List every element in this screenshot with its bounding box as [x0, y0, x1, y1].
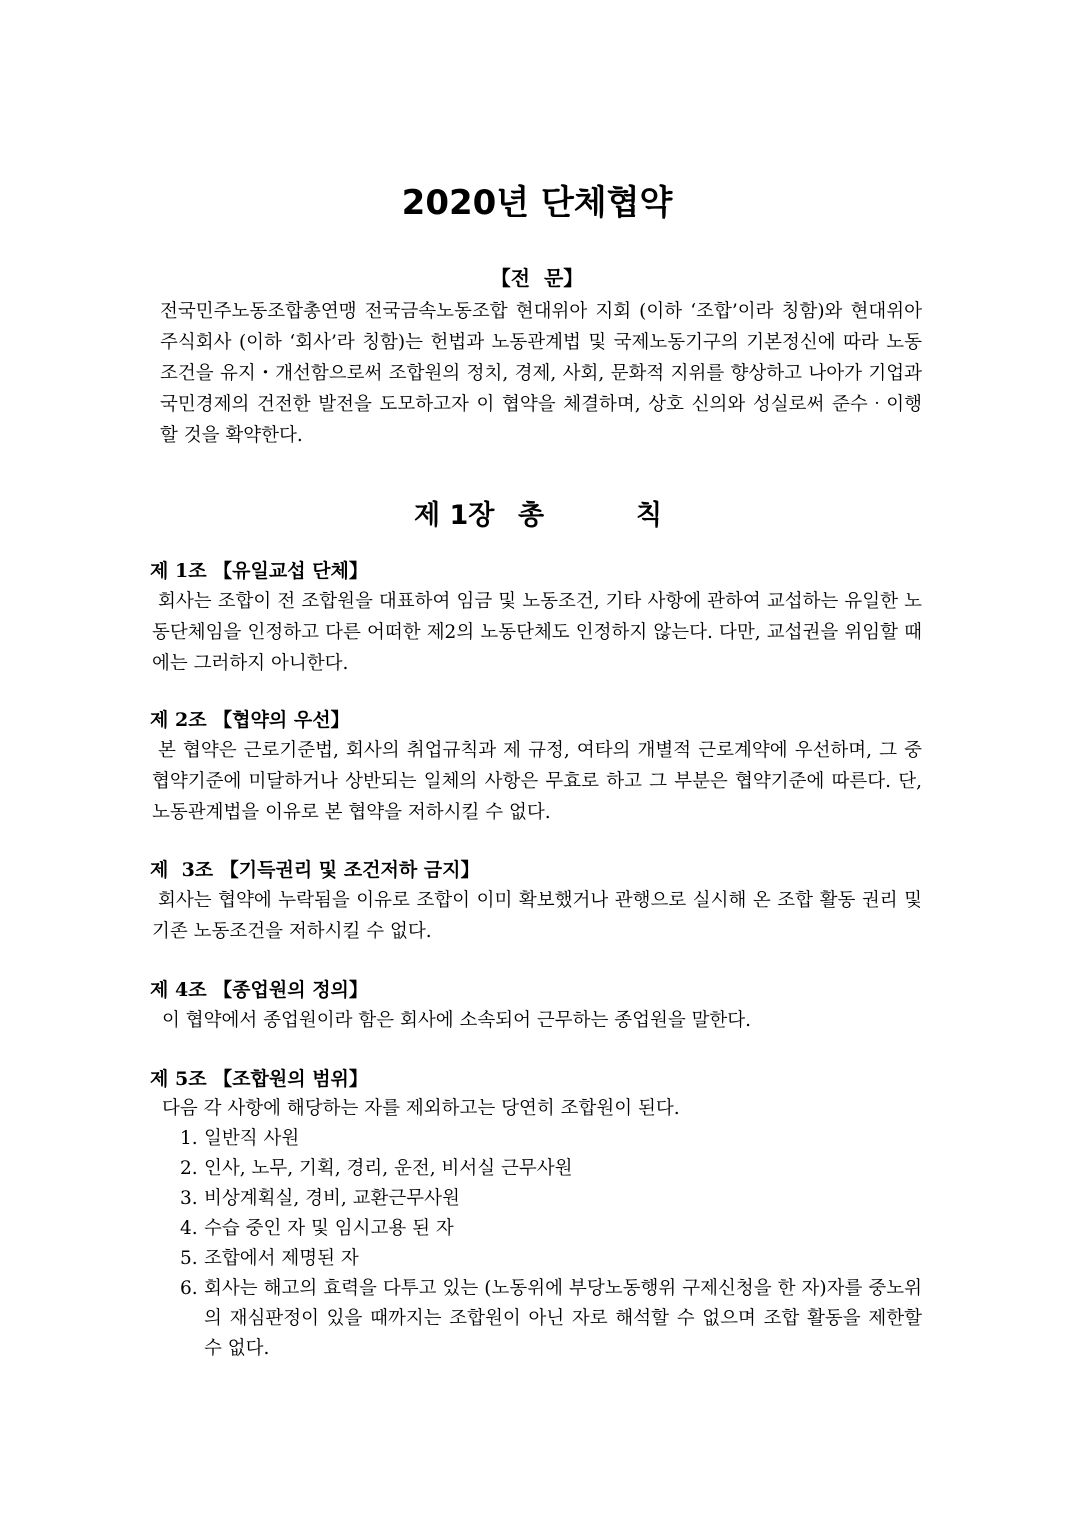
article-1: [150, 556, 922, 679]
article-body-wrap: [150, 885, 922, 947]
article-body-wrap: [150, 586, 922, 679]
chapter-number: 제 1장: [414, 500, 495, 531]
article-4: [150, 975, 922, 1036]
article-body: 회사는 조합이 전 조합원을 대표하여 임금 및 노동조건, 기타 사항에 관하여 교섭하는 유일한 노동단체임을 인정하고 다른 어떠한 제2의 노동단체도 인정하지 않는다. 다만, 교섭권을 위임할 때에는 그러하지 아니한다.: [152, 591, 922, 674]
article-3: [150, 855, 922, 947]
article-body: 본 협약은 근로기준법, 회사의 취업규칙과 제 규정, 여타의 개별적 근로계약에 우선하며, 그 중 협약기준에 미달하거나 상반되는 일체의 사항은 무효로 하고 그 부분은 협약기준에 따른다. 단, 노동관계법을 이유로 본 협약을 저하시킬 수 없다.: [152, 740, 922, 823]
list-item-text: 수습 중인 자 및 임시고용 된 자: [204, 1218, 454, 1239]
preamble-heading: 【전 문】: [490, 266, 584, 290]
chapter-name-part2: 칙: [636, 500, 663, 531]
list-item-text: 일반직 사원: [204, 1128, 300, 1149]
list-item-number: 5.: [180, 1248, 198, 1269]
list-item-number: 6.: [180, 1278, 198, 1299]
list-item: [180, 1154, 922, 1184]
article-body-wrap: [150, 1094, 922, 1364]
list-item-number: 2.: [180, 1158, 198, 1179]
article-heading: 제 5조 【조합원의 범위】: [150, 1068, 368, 1090]
article-5: [150, 1064, 922, 1364]
preamble-section: [160, 296, 922, 451]
article-body: 다음 각 사항에 해당하는 자를 제외하고는 당연히 조합원이 된다.: [162, 1098, 680, 1119]
list-item-number: 3.: [180, 1188, 198, 1209]
list-item-text: 인사, 노무, 기획, 경리, 운전, 비서실 근무사원: [204, 1158, 573, 1179]
exclusion-list: [152, 1124, 922, 1364]
article-2: [150, 705, 922, 828]
article-body-wrap: [150, 735, 922, 828]
article-heading: 제 1조 【유일교섭 단체】: [150, 560, 368, 582]
list-item: [180, 1184, 922, 1214]
list-item-number: 4.: [180, 1218, 198, 1239]
list-item: [180, 1244, 922, 1274]
list-item: [180, 1124, 922, 1154]
article-heading: 제 3조 【기득권리 및 조건저하 금지】: [150, 859, 480, 881]
document-title: 2020년 단체협약: [401, 183, 673, 223]
list-item-number: 1.: [180, 1128, 198, 1149]
list-item-text: 조합에서 제명된 자: [204, 1248, 359, 1269]
article-body: 회사는 협약에 누락됨을 이유로 조합이 이미 확보했거나 관행으로 실시해 온 조합 활동 권리 및 기존 노동조건을 저하시킬 수 없다.: [152, 890, 922, 942]
article-body: 이 협약에서 종업원이라 함은 회사에 소속되어 근무하는 종업원을 말한다.: [162, 1010, 752, 1031]
list-item: [180, 1274, 922, 1364]
article-heading: 제 2조 【협약의 우선】: [150, 709, 350, 731]
chapter-name-part1: 총: [518, 500, 545, 531]
list-item: [180, 1214, 922, 1244]
preamble-text: 전국민주노동조합총연맹 전국금속노동조합 현대위아 지회 (이하 ‘조합’이라 칭함)와 현대위아 주식회사 (이하 ‘회사’라 칭함)는 헌법과 노동관계법 및 국제노동기구의 기본정신에 따라 노동조건을 유지・개선함으로써 조합원의 정치, 경제, 사회, 문화적 지위를 향상하고 나아가 기업과 국민경제의 건전한 발전을 도모하고자 이 협약을 체결하며, 상호 신의와 성실로써 준수‧이행할 것을 확약한다.: [160, 301, 922, 446]
article-heading: 제 4조 【종업원의 정의】: [150, 979, 368, 1001]
list-item-text: 회사는 해고의 효력을 다투고 있는 (노동위에 부당노동행위 구제신청을 한 자)자를 중노위의 재심판정이 있을 때까지는 조합원이 아닌 자로 해석할 수 없으며 조합 활동을 제한할 수 없다.: [204, 1278, 922, 1359]
article-body-wrap: [150, 1005, 922, 1036]
list-item-text: 비상계획실, 경비, 교환근무사원: [204, 1188, 460, 1209]
